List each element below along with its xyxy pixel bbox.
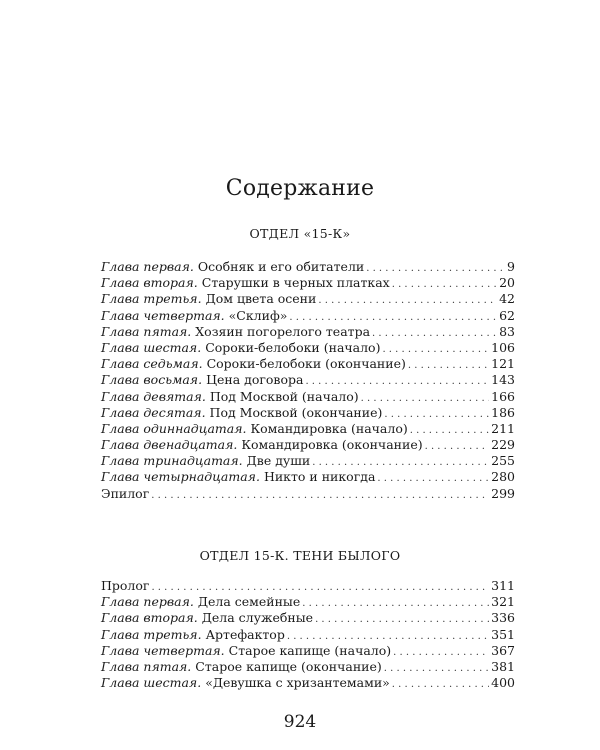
toc-entry-title: «Склиф» xyxy=(228,307,288,323)
toc-chapter-label: Глава тринадцатая. xyxy=(101,453,243,469)
toc-chapter-label: Глава шестая. xyxy=(101,675,202,691)
toc-page-number: 9 xyxy=(507,259,515,274)
toc-entry xyxy=(101,578,515,594)
toc-entry-title: Цена договора xyxy=(206,372,304,388)
toc-chapter-label: Глава седьмая. xyxy=(101,356,203,372)
toc-entry xyxy=(101,469,515,485)
toc-entry-title: Командировка (окончание) xyxy=(241,437,423,453)
toc-page-number: 381 xyxy=(491,658,515,674)
toc-page-number: 42 xyxy=(499,291,515,307)
toc-entry xyxy=(101,291,515,307)
toc-page-number: 255 xyxy=(491,453,515,469)
toc-entry-title: Сороки-белобоки (начало) xyxy=(205,339,381,355)
page-number: 924 xyxy=(283,712,317,732)
toc-entry xyxy=(101,389,515,405)
toc-dot-leader xyxy=(315,612,489,628)
toc-page-number: 20 xyxy=(499,275,515,291)
toc-page-number: 186 xyxy=(491,404,515,420)
toc-page-number: 211 xyxy=(491,420,515,436)
toc-entry-title: Старушки в черных платках xyxy=(201,275,390,291)
toc-page-number: 299 xyxy=(491,485,515,501)
toc-entry-title: Артефактор xyxy=(205,626,285,642)
toc-chapter-label: Глава третья. xyxy=(101,626,202,642)
toc-dot-leader xyxy=(408,358,489,374)
toc-dot-leader xyxy=(318,293,497,309)
toc-entry xyxy=(101,437,515,453)
toc-page-number: 83 xyxy=(499,323,515,339)
toc-entry-title: Никто и никогда xyxy=(263,469,376,485)
toc-page-number: 229 xyxy=(491,437,515,453)
toc-entry xyxy=(101,486,515,502)
toc-entry-title: Дела семейные xyxy=(197,594,301,610)
toc-chapter-label: Глава четвертая. xyxy=(101,307,225,323)
toc-chapter-label: Глава шестая. xyxy=(101,339,202,355)
toc-entry xyxy=(101,421,515,437)
toc-chapter-label: Глава восьмая. xyxy=(101,372,203,388)
toc-entry xyxy=(101,275,515,291)
toc-chapter-label: Глава вторая. xyxy=(101,610,198,626)
toc-list-section-1 xyxy=(101,259,515,502)
toc-entry xyxy=(101,308,515,324)
toc-dot-leader xyxy=(425,439,490,455)
toc-page-number: 351 xyxy=(491,626,515,642)
toc-entry xyxy=(101,340,515,356)
toc-entry xyxy=(101,259,515,275)
toc-chapter-label: Глава девятая. xyxy=(101,388,206,404)
toc-entry-title: Под Москвой (начало) xyxy=(209,388,359,404)
toc-entry-title: Эпилог xyxy=(101,485,150,501)
section-heading-2: ОТДЕЛ 15-К. ТЕНИ БЫЛОГО xyxy=(199,548,401,563)
toc-entry xyxy=(101,594,515,610)
toc-page-number: 143 xyxy=(491,372,515,388)
toc-entry-title: Командировка (начало) xyxy=(250,420,408,436)
toc-chapter-label: Глава двенадцатая. xyxy=(101,437,238,453)
toc-chapter-label: Глава третья. xyxy=(101,291,202,307)
toc-chapter-label: Глава первая. xyxy=(101,259,194,274)
toc-chapter-label: Глава первая. xyxy=(101,594,194,610)
toc-chapter-label: Глава десятая. xyxy=(101,404,206,420)
toc-entry-title: Дом цвета осени xyxy=(205,291,317,307)
toc-chapter-label: Глава пятая. xyxy=(101,658,192,674)
toc-page-number: 166 xyxy=(491,388,515,404)
toc-dot-leader xyxy=(392,277,497,293)
toc-entry xyxy=(101,610,515,626)
toc-dot-leader xyxy=(302,596,489,612)
toc-entry xyxy=(101,627,515,643)
toc-chapter-label: Глава одиннадцатая. xyxy=(101,420,247,436)
toc-dot-leader xyxy=(393,645,489,661)
toc-chapter-label: Глава вторая. xyxy=(101,275,198,291)
toc-entry-title: Старое капище (окончание) xyxy=(195,658,382,674)
toc-chapter-label: Глава четвертая. xyxy=(101,642,225,658)
toc-page-number: 311 xyxy=(491,578,515,593)
toc-page-number: 400 xyxy=(491,675,515,691)
toc-entry-title: Дела служебные xyxy=(201,610,314,626)
toc-entry xyxy=(101,372,515,388)
toc-entry-title: Хозяин погорелого театра xyxy=(195,323,371,339)
toc-entry xyxy=(101,453,515,469)
toc-dot-leader xyxy=(384,661,489,677)
toc-entry-title: Особняк и его обитатели xyxy=(197,259,365,274)
toc-dot-leader xyxy=(392,677,489,693)
toc-entry-title: Пролог xyxy=(101,578,150,593)
section-heading-1: ОТДЕЛ «15-К» xyxy=(249,226,351,241)
toc-entry xyxy=(101,405,515,421)
toc-entry-title: Сороки-белобоки (окончание) xyxy=(206,356,406,372)
toc-entry xyxy=(101,356,515,372)
toc-entry-title: «Девушка с хризантемами» xyxy=(205,675,390,691)
toc-page-number: 336 xyxy=(491,610,515,626)
toc-entry xyxy=(101,324,515,340)
toc-page-number: 321 xyxy=(491,594,515,610)
toc-entry-title: Две души xyxy=(246,453,311,469)
toc-page-number: 62 xyxy=(499,307,515,323)
toc-dot-leader xyxy=(151,488,489,504)
toc-entry xyxy=(101,659,515,675)
toc-entry-title: Под Москвой (окончание) xyxy=(209,404,383,420)
toc-page-number: 121 xyxy=(491,356,515,372)
toc-dot-leader xyxy=(372,326,497,342)
toc-entry-title: Старое капище (начало) xyxy=(228,642,392,658)
toc-chapter-label: Глава четырнадцатая. xyxy=(101,469,260,485)
toc-page-number: 106 xyxy=(491,339,515,355)
toc-page-number: 367 xyxy=(491,642,515,658)
toc-chapter-label: Глава пятая. xyxy=(101,323,192,339)
toc-list-section-2 xyxy=(101,578,515,691)
toc-page-number: 280 xyxy=(491,469,515,485)
toc-entry xyxy=(101,643,515,659)
toc-dot-leader xyxy=(377,471,489,487)
toc-entry xyxy=(101,675,515,691)
page-title: Содержание xyxy=(225,176,375,201)
